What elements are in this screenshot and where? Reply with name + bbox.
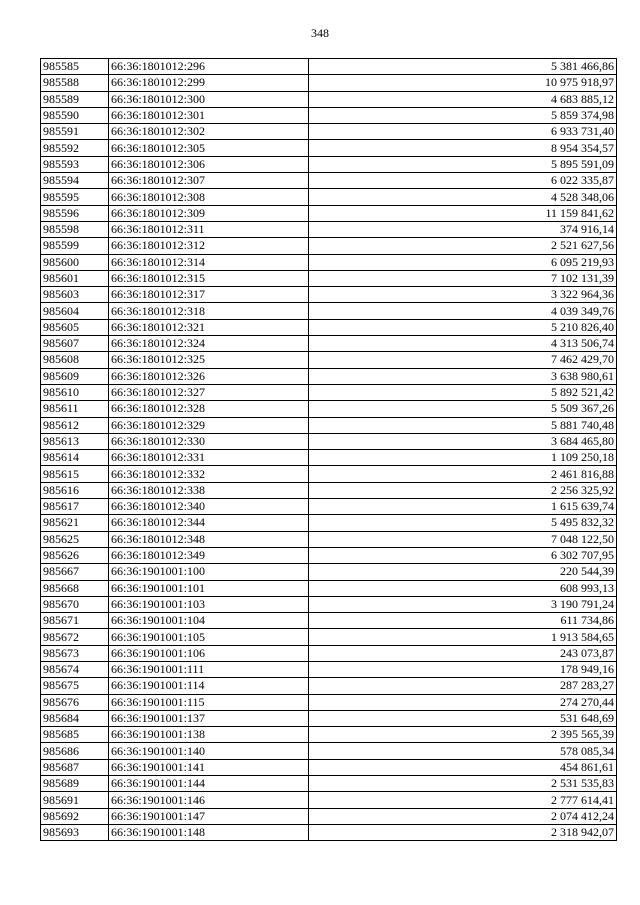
row-number-cell: 985621 xyxy=(41,515,109,531)
table-row xyxy=(41,75,617,91)
table-row xyxy=(41,91,617,107)
cadastral-value-cell: 7 462 429,70 xyxy=(309,352,617,368)
table-row xyxy=(41,205,617,221)
row-number-cell: 985600 xyxy=(41,254,109,270)
row-number-cell: 985601 xyxy=(41,270,109,286)
table-row xyxy=(41,238,617,254)
table-row xyxy=(41,792,617,808)
cadastral-number-cell: 66:36:1901001:138 xyxy=(109,727,309,743)
table-body xyxy=(41,59,617,841)
row-number-cell: 985616 xyxy=(41,482,109,498)
table-row xyxy=(41,629,617,645)
cadastral-number-cell: 66:36:1901001:140 xyxy=(109,743,309,759)
cadastral-number-cell: 66:36:1801012:326 xyxy=(109,368,309,384)
cadastral-value-cell: 5 495 832,32 xyxy=(309,515,617,531)
cadastral-value-cell: 10 975 918,97 xyxy=(309,75,617,91)
table-row xyxy=(41,433,617,449)
table-row xyxy=(41,531,617,547)
table-row xyxy=(41,336,617,352)
table-row xyxy=(41,189,617,205)
table-row xyxy=(41,776,617,792)
cadastral-value-cell: 374 916,14 xyxy=(309,221,617,237)
cadastral-number-cell: 66:36:1901001:104 xyxy=(109,613,309,629)
cadastral-value-cell: 4 528 348,06 xyxy=(309,189,617,205)
cadastral-number-cell: 66:36:1801012:306 xyxy=(109,156,309,172)
table-row xyxy=(41,580,617,596)
table-row xyxy=(41,564,617,580)
cadastral-value-cell: 2 461 816,88 xyxy=(309,466,617,482)
table-row xyxy=(41,547,617,563)
table-row xyxy=(41,303,617,319)
cadastral-number-cell: 66:36:1801012:325 xyxy=(109,352,309,368)
row-number-cell: 985610 xyxy=(41,384,109,400)
cadastral-number-cell: 66:36:1801012:305 xyxy=(109,140,309,156)
row-number-cell: 985617 xyxy=(41,499,109,515)
cadastral-number-cell: 66:36:1801012:332 xyxy=(109,466,309,482)
table-row xyxy=(41,466,617,482)
table-row xyxy=(41,156,617,172)
page-number: 348 xyxy=(311,26,329,40)
cadastral-number-cell: 66:36:1801012:329 xyxy=(109,417,309,433)
cadastral-value-cell: 5 895 591,09 xyxy=(309,156,617,172)
cadastral-value-cell: 11 159 841,62 xyxy=(309,205,617,221)
row-number-cell: 985585 xyxy=(41,59,109,75)
row-number-cell: 985594 xyxy=(41,173,109,189)
cadastral-number-cell: 66:36:1801012:308 xyxy=(109,189,309,205)
cadastral-number-cell: 66:36:1901001:147 xyxy=(109,808,309,824)
cadastral-value-cell: 2 074 412,24 xyxy=(309,808,617,824)
table-row xyxy=(41,173,617,189)
table-row xyxy=(41,694,617,710)
cadastral-value-cell: 608 993,13 xyxy=(309,580,617,596)
table-row xyxy=(41,287,617,303)
row-number-cell: 985607 xyxy=(41,336,109,352)
table-row xyxy=(41,352,617,368)
row-number-cell: 985613 xyxy=(41,433,109,449)
table-row xyxy=(41,482,617,498)
cadastral-value-cell: 2 777 614,41 xyxy=(309,792,617,808)
cadastral-number-cell: 66:36:1801012:299 xyxy=(109,75,309,91)
cadastral-value-cell: 5 881 740,48 xyxy=(309,417,617,433)
row-number-cell: 985592 xyxy=(41,140,109,156)
row-number-cell: 985603 xyxy=(41,287,109,303)
table-row xyxy=(41,124,617,140)
cadastral-value-cell: 611 734,86 xyxy=(309,613,617,629)
table-row xyxy=(41,450,617,466)
table-row xyxy=(41,384,617,400)
cadastral-value-cell: 5 859 374,98 xyxy=(309,107,617,123)
cadastral-value-cell: 1 615 639,74 xyxy=(309,499,617,515)
row-number-cell: 985595 xyxy=(41,189,109,205)
table-row xyxy=(41,221,617,237)
row-number-cell: 985593 xyxy=(41,156,109,172)
cadastral-number-cell: 66:36:1901001:111 xyxy=(109,661,309,677)
cadastral-number-cell: 66:36:1801012:330 xyxy=(109,433,309,449)
cadastral-value-cell: 5 210 826,40 xyxy=(309,319,617,335)
table-row xyxy=(41,678,617,694)
table-row xyxy=(41,107,617,123)
table-row xyxy=(41,645,617,661)
cadastral-value-cell: 6 095 219,93 xyxy=(309,254,617,270)
cadastral-number-cell: 66:36:1801012:312 xyxy=(109,238,309,254)
cadastral-number-cell: 66:36:1801012:302 xyxy=(109,124,309,140)
cadastral-number-cell: 66:36:1801012:307 xyxy=(109,173,309,189)
cadastral-value-cell: 5 381 466,86 xyxy=(309,59,617,75)
row-number-cell: 985684 xyxy=(41,710,109,726)
cadastral-number-cell: 66:36:1801012:317 xyxy=(109,287,309,303)
cadastral-number-cell: 66:36:1801012:296 xyxy=(109,59,309,75)
cadastral-value-cell: 5 892 521,42 xyxy=(309,384,617,400)
cadastral-value-cell: 2 531 535,83 xyxy=(309,776,617,792)
cadastral-number-cell: 66:36:1901001:106 xyxy=(109,645,309,661)
cadastral-number-cell: 66:36:1801012:309 xyxy=(109,205,309,221)
table-row xyxy=(41,401,617,417)
table-row xyxy=(41,661,617,677)
cadastral-value-cell: 4 039 349,76 xyxy=(309,303,617,319)
cadastral-number-cell: 66:36:1901001:144 xyxy=(109,776,309,792)
cadastral-value-cell: 2 256 325,92 xyxy=(309,482,617,498)
cadastral-value-cell: 274 270,44 xyxy=(309,694,617,710)
cadastral-value-cell: 3 638 980,61 xyxy=(309,368,617,384)
row-number-cell: 985612 xyxy=(41,417,109,433)
table-row xyxy=(41,319,617,335)
cadastral-number-cell: 66:36:1801012:311 xyxy=(109,221,309,237)
table-row xyxy=(41,613,617,629)
cadastral-value-table xyxy=(40,58,617,841)
row-number-cell: 985589 xyxy=(41,91,109,107)
table-row xyxy=(41,596,617,612)
cadastral-number-cell: 66:36:1801012:349 xyxy=(109,547,309,563)
cadastral-number-cell: 66:36:1901001:100 xyxy=(109,564,309,580)
table-row xyxy=(41,368,617,384)
cadastral-value-cell: 6 302 707,95 xyxy=(309,547,617,563)
cadastral-number-cell: 66:36:1801012:315 xyxy=(109,270,309,286)
cadastral-number-cell: 66:36:1801012:324 xyxy=(109,336,309,352)
cadastral-number-cell: 66:36:1801012:348 xyxy=(109,531,309,547)
cadastral-number-cell: 66:36:1901001:141 xyxy=(109,759,309,775)
row-number-cell: 985604 xyxy=(41,303,109,319)
table-row xyxy=(41,140,617,156)
row-number-cell: 985674 xyxy=(41,661,109,677)
cadastral-value-cell: 6 933 731,40 xyxy=(309,124,617,140)
cadastral-number-cell: 66:36:1801012:338 xyxy=(109,482,309,498)
cadastral-value-cell: 8 954 354,57 xyxy=(309,140,617,156)
cadastral-number-cell: 66:36:1801012:300 xyxy=(109,91,309,107)
row-number-cell: 985591 xyxy=(41,124,109,140)
table-row xyxy=(41,515,617,531)
row-number-cell: 985673 xyxy=(41,645,109,661)
cadastral-value-cell: 531 648,69 xyxy=(309,710,617,726)
row-number-cell: 985672 xyxy=(41,629,109,645)
cadastral-value-cell: 454 861,61 xyxy=(309,759,617,775)
cadastral-number-cell: 66:36:1901001:114 xyxy=(109,678,309,694)
row-number-cell: 985615 xyxy=(41,466,109,482)
row-number-cell: 985599 xyxy=(41,238,109,254)
row-number-cell: 985668 xyxy=(41,580,109,596)
table-row xyxy=(41,710,617,726)
cadastral-value-cell: 220 544,39 xyxy=(309,564,617,580)
table-row xyxy=(41,499,617,515)
cadastral-number-cell: 66:36:1901001:101 xyxy=(109,580,309,596)
cadastral-number-cell: 66:36:1901001:103 xyxy=(109,596,309,612)
row-number-cell: 985667 xyxy=(41,564,109,580)
row-number-cell: 985625 xyxy=(41,531,109,547)
cadastral-value-cell: 3 322 964,36 xyxy=(309,287,617,303)
row-number-cell: 985687 xyxy=(41,759,109,775)
cadastral-value-cell: 578 085,34 xyxy=(309,743,617,759)
cadastral-value-cell: 2 318 942,07 xyxy=(309,824,617,840)
row-number-cell: 985685 xyxy=(41,727,109,743)
cadastral-value-cell: 1 109 250,18 xyxy=(309,450,617,466)
table-row xyxy=(41,727,617,743)
row-number-cell: 985693 xyxy=(41,824,109,840)
row-number-cell: 985692 xyxy=(41,808,109,824)
cadastral-number-cell: 66:36:1901001:146 xyxy=(109,792,309,808)
row-number-cell: 985609 xyxy=(41,368,109,384)
cadastral-number-cell: 66:36:1901001:148 xyxy=(109,824,309,840)
cadastral-number-cell: 66:36:1901001:115 xyxy=(109,694,309,710)
table-row xyxy=(41,417,617,433)
cadastral-number-cell: 66:36:1801012:321 xyxy=(109,319,309,335)
row-number-cell: 985590 xyxy=(41,107,109,123)
row-number-cell: 985670 xyxy=(41,596,109,612)
cadastral-number-cell: 66:36:1801012:327 xyxy=(109,384,309,400)
row-number-cell: 985676 xyxy=(41,694,109,710)
table-row xyxy=(41,270,617,286)
cadastral-value-cell: 3 684 465,80 xyxy=(309,433,617,449)
cadastral-value-cell: 7 048 122,50 xyxy=(309,531,617,547)
cadastral-value-cell: 6 022 335,87 xyxy=(309,173,617,189)
cadastral-value-cell: 5 509 367,26 xyxy=(309,401,617,417)
cadastral-number-cell: 66:36:1801012:318 xyxy=(109,303,309,319)
table-row xyxy=(41,254,617,270)
cadastral-value-cell: 178 949,16 xyxy=(309,661,617,677)
row-number-cell: 985614 xyxy=(41,450,109,466)
cadastral-value-cell: 2 395 565,39 xyxy=(309,727,617,743)
cadastral-number-cell: 66:36:1801012:340 xyxy=(109,499,309,515)
row-number-cell: 985605 xyxy=(41,319,109,335)
cadastral-number-cell: 66:36:1901001:105 xyxy=(109,629,309,645)
cadastral-value-cell: 243 073,87 xyxy=(309,645,617,661)
row-number-cell: 985691 xyxy=(41,792,109,808)
cadastral-value-cell: 287 283,27 xyxy=(309,678,617,694)
row-number-cell: 985675 xyxy=(41,678,109,694)
cadastral-value-cell: 4 683 885,12 xyxy=(309,91,617,107)
cadastral-number-cell: 66:36:1801012:301 xyxy=(109,107,309,123)
cadastral-number-cell: 66:36:1801012:328 xyxy=(109,401,309,417)
row-number-cell: 985626 xyxy=(41,547,109,563)
row-number-cell: 985596 xyxy=(41,205,109,221)
cadastral-number-cell: 66:36:1901001:137 xyxy=(109,710,309,726)
table-row xyxy=(41,743,617,759)
cadastral-number-cell: 66:36:1801012:314 xyxy=(109,254,309,270)
row-number-cell: 985611 xyxy=(41,401,109,417)
cadastral-value-cell: 4 313 506,74 xyxy=(309,336,617,352)
cadastral-number-cell: 66:36:1801012:331 xyxy=(109,450,309,466)
row-number-cell: 985608 xyxy=(41,352,109,368)
cadastral-value-cell: 1 913 584,65 xyxy=(309,629,617,645)
cadastral-value-cell: 7 102 131,39 xyxy=(309,270,617,286)
row-number-cell: 985588 xyxy=(41,75,109,91)
table-row xyxy=(41,59,617,75)
row-number-cell: 985671 xyxy=(41,613,109,629)
cadastral-value-cell: 2 521 627,56 xyxy=(309,238,617,254)
cadastral-value-cell: 3 190 791,24 xyxy=(309,596,617,612)
table-row xyxy=(41,824,617,840)
cadastral-number-cell: 66:36:1801012:344 xyxy=(109,515,309,531)
row-number-cell: 985686 xyxy=(41,743,109,759)
row-number-cell: 985598 xyxy=(41,221,109,237)
table-row xyxy=(41,808,617,824)
row-number-cell: 985689 xyxy=(41,776,109,792)
table-row xyxy=(41,759,617,775)
